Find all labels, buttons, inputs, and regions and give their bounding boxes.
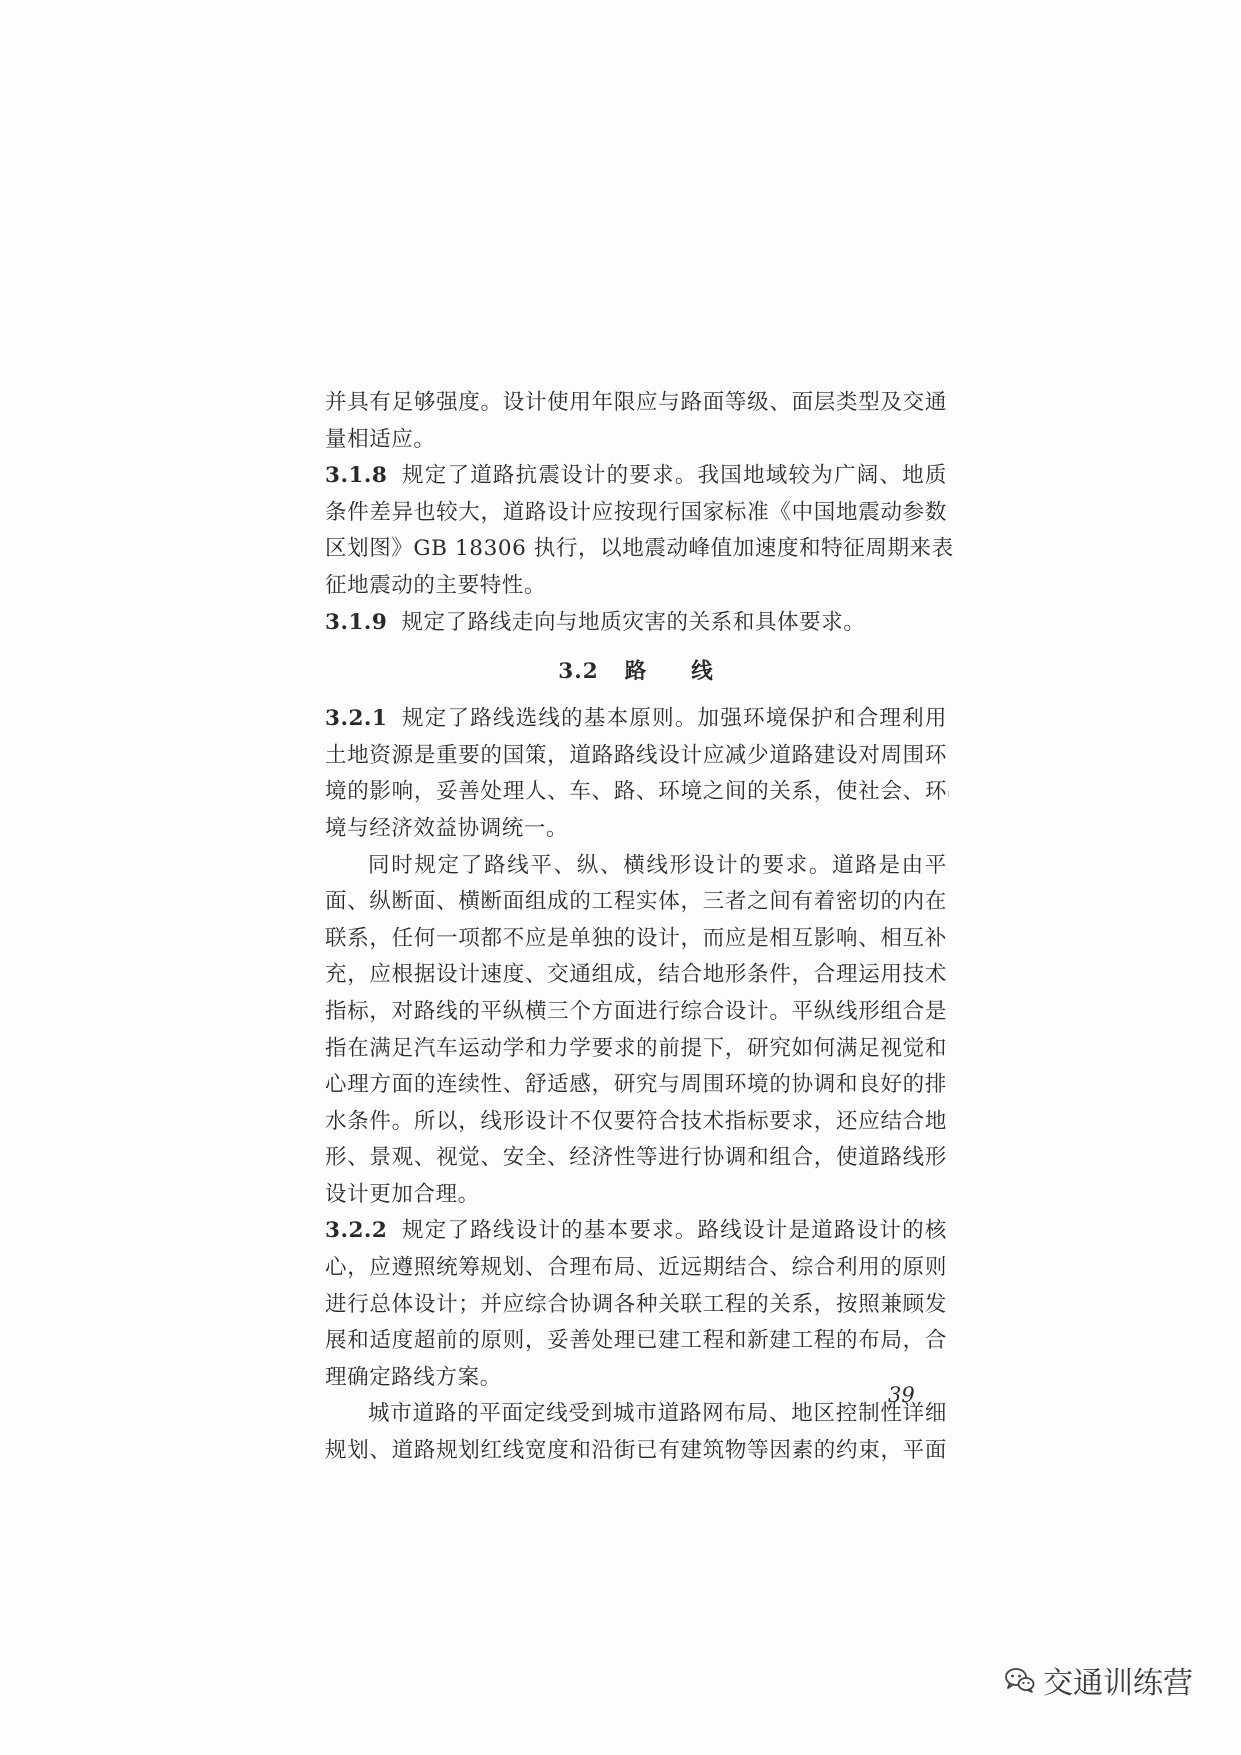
clause-3-2-2 [325, 1213, 947, 1396]
clause-text: 规定了道路抗震设计的要求。我国地域较为广阔、地质 [401, 463, 947, 489]
text-line: 境的影响，妥善处理人、车、路、环境之间的关系，使社会、环 [325, 779, 947, 805]
text-line: 区划图》GB 18306 执行，以地震动峰值加速度和特征周期来表 [325, 536, 954, 562]
watermark [1005, 1658, 1193, 1702]
clause-text: 规定了路线选线的基本原则。加强环境保护和合理利用 [401, 706, 947, 732]
clause-3-1-9 [325, 605, 947, 642]
page-number: 39 [888, 1383, 915, 1407]
text-line: 形、景观、视觉、安全、经济性等进行协调和组合，使道路线形 [325, 1145, 947, 1171]
text-line: 展和适度超前的原则，妥善处理已建工程和新建工程的布局，合 [325, 1328, 947, 1354]
clause-3-1-8 [325, 458, 954, 604]
body-text [325, 385, 954, 1470]
text-line [325, 1213, 947, 1250]
paragraph-plan-alignment [325, 1396, 947, 1469]
text-line: 充，应根据设计速度、交通组成，结合地形条件，合理运用技术 [325, 962, 947, 988]
text-line: 心理方面的连续性、舒适感，研究与周围环境的协调和良好的排 [325, 1072, 947, 1098]
text-line: 境与经济效益协调统一。 [325, 815, 569, 841]
clause-text: 规定了路线设计的基本要求。路线设计是道路设计的核 [401, 1218, 947, 1244]
text-line: 土地资源是重要的国策，道路路线设计应减少道路建设对周围环 [325, 742, 947, 768]
text-line: 水条件。所以，线形设计不仅要符合技术指标要求，还应结合地 [325, 1108, 947, 1134]
clause-3-2-1 [325, 701, 947, 847]
text-line: 征地震动的主要特性。 [325, 572, 547, 598]
clause-number: 3.2.2 [325, 1218, 388, 1244]
clause-number: 3.1.8 [325, 463, 388, 489]
paragraph-continuation [325, 385, 947, 458]
text-line [325, 605, 947, 642]
text-line: 条件差异也较大，道路设计应按现行国家标准《中国地震动参数 [325, 499, 947, 525]
text-line: 指在满足汽车运动学和力学要求的前提下，研究如何满足视觉和 [325, 1035, 947, 1061]
text-line: 量相适应。 [325, 426, 436, 452]
text-line [325, 458, 947, 495]
section-heading [325, 654, 947, 690]
text-line: 并具有足够强度。设计使用年限应与路面等级、面层类型及交通 [325, 390, 947, 415]
clause-number: 3.2.1 [325, 706, 388, 732]
text-line: 理确定路线方案。 [325, 1364, 502, 1390]
text-line: 设计更加合理。 [325, 1181, 480, 1207]
watermark-text: 交通训练营 [1043, 1666, 1193, 1701]
text-line: 面、纵断面、横断面组成的工程实体，三者之间有着密切的内在 [325, 889, 947, 915]
scan-mark [948, 791, 949, 797]
clause-number: 3.1.9 [325, 609, 388, 635]
text-line: 同时规定了路线平、纵、横线形设计的要求。道路是由平 [368, 852, 947, 878]
text-line: 指标，对路线的平纵横三个方面进行综合设计。平纵线形组合是 [325, 998, 947, 1024]
section-number: 3.2 [558, 659, 599, 685]
clause-text: 规定了路线走向与地质灾害的关系和具体要求。 [401, 609, 866, 635]
text-line: 心，应遵照统筹规划、合理布局、近远期结合、综合利用的原则 [325, 1255, 947, 1281]
text-line: 规划、道路规划红线宽度和沿街已有建筑物等因素的约束，平面 [325, 1438, 947, 1464]
wechat-icon [1005, 1667, 1035, 1693]
section-title-char: 路 [624, 659, 648, 685]
text-line: 进行总体设计；并应综合协调各种关联工程的关系，按照兼顾发 [325, 1291, 947, 1317]
text-line: 城市道路的平面定线受到城市道路网布局、地区控制性详细 [368, 1401, 947, 1427]
paragraph-line-design [325, 848, 947, 1214]
text-line: 联系，任何一项都不应是单独的设计，而应是相互影响、相互补 [325, 925, 947, 951]
text-line [325, 701, 947, 738]
section-title-char: 线 [691, 659, 714, 685]
